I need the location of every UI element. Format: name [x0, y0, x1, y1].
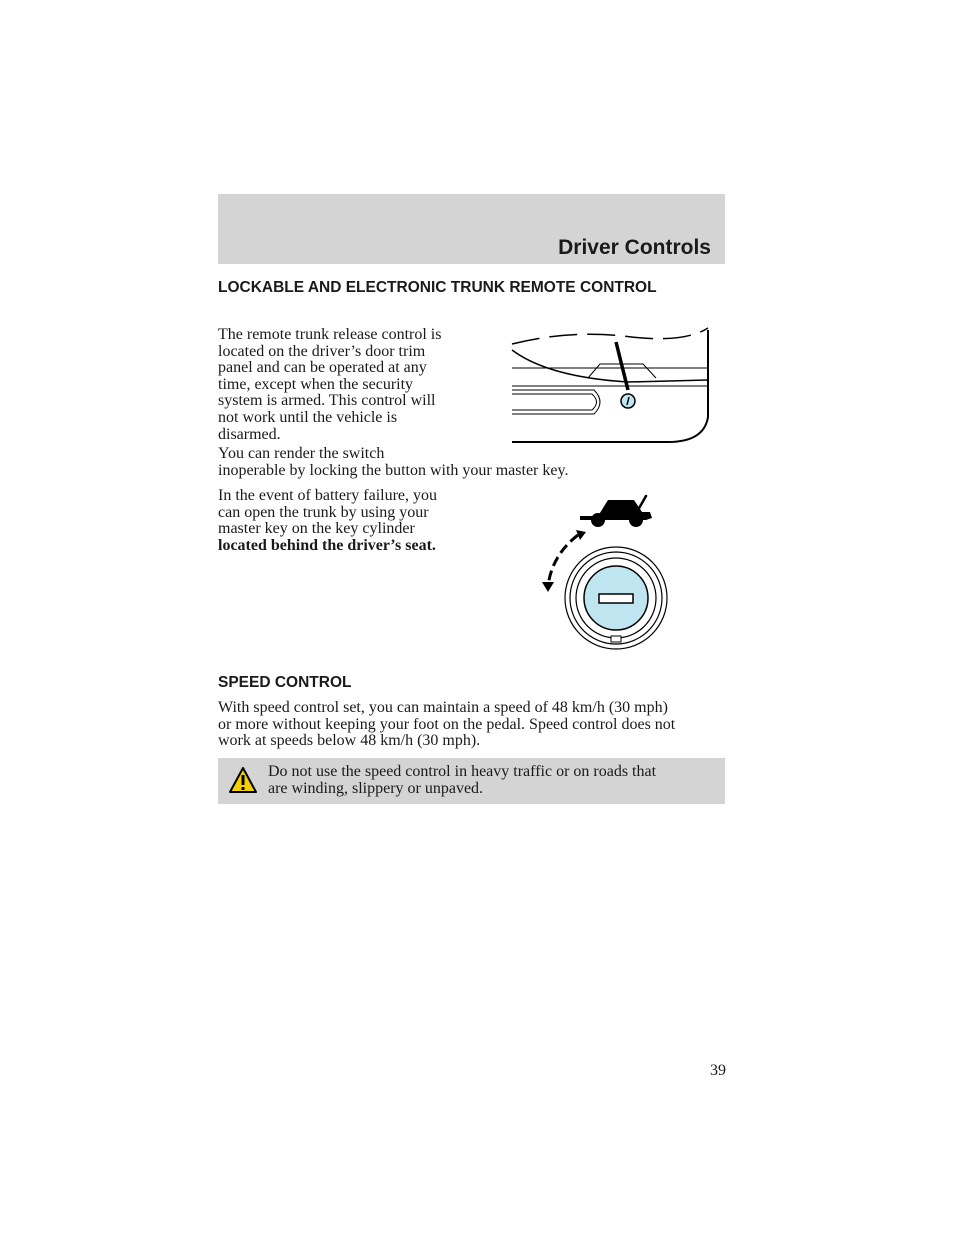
- warning-triangle-icon: [228, 766, 258, 794]
- warning-text: Do not use the speed control in heavy traffic or on roads that are winding, slippery or unpaved.: [268, 763, 657, 797]
- page-number: 39: [710, 1062, 726, 1079]
- door-trim-illustration: [508, 322, 723, 447]
- trunk-paragraph-1: The remote trunk release control is located on the driver’s door trim panel and can be operated at any time, except when the security system is armed. This control will not work until the vehicle is disarmed.: [218, 326, 442, 443]
- trunk-paragraph-2: You can render the switch inoperable by locking the button with your master key.: [218, 445, 569, 479]
- trunk-paragraph-3: In the event of battery failure, you can open the trunk by using your master key on the key cylinder located behind the driver’s seat.: [218, 487, 438, 554]
- speed-control-heading: SPEED CONTROL: [218, 674, 352, 691]
- section-title: Driver Controls: [558, 236, 711, 259]
- header-band: [218, 194, 725, 264]
- trunk-control-heading: LOCKABLE AND ELECTRONIC TRUNK REMOTE CONTROL: [218, 279, 657, 296]
- trunk-key-cylinder-illustration: [538, 490, 678, 650]
- trunk-paragraph-3-bold: located behind the driver’s seat.: [218, 536, 436, 554]
- speed-control-paragraph: With speed control set, you can maintain a speed of 48 km/h (30 mph) or more without keeping your foot on the pedal. Speed control does not work at speeds below 48 km/h (30 mph).: [218, 699, 676, 750]
- warning-box: [218, 758, 725, 804]
